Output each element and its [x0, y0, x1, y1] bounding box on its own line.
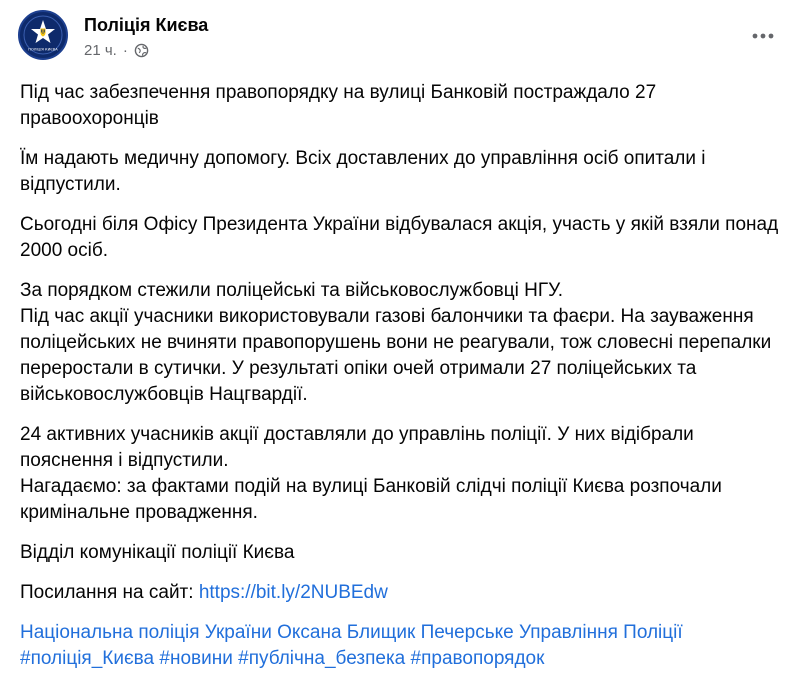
tag-oksana-blyshchyk[interactable]: Оксана Блищик: [277, 622, 416, 643]
more-options-button[interactable]: [750, 26, 776, 46]
police-emblem-icon: [20, 12, 66, 58]
paragraph-4: [20, 278, 780, 408]
tags-block: [20, 620, 780, 672]
paragraph-2: Їм надають медичну допомогу. Всіх доставлених до управління осіб опитали і відпустили.: [20, 148, 706, 195]
post-header: [18, 10, 782, 66]
paragraph-6: Відділ комунікації поліції Києва: [20, 542, 295, 563]
link-label: Посилання на сайт:: [20, 582, 199, 603]
hashtag-news[interactable]: #новини: [159, 648, 233, 669]
paragraph-7: [20, 580, 780, 606]
globe-icon: [134, 43, 149, 58]
tag-pechersk-police[interactable]: Печерське Управління Поліції: [420, 622, 683, 643]
avatar[interactable]: [18, 10, 68, 60]
tag-national-police[interactable]: Національна поліція України: [20, 622, 272, 643]
post-time[interactable]: 21 ч.: [84, 42, 117, 59]
post-body: [20, 80, 780, 686]
paragraph-4-line-2: Під час акції учасники використовували газові балончики та фаєри. На зауваження поліцейських не вчиняти правопорушень вони не реагували, тож словесні перепалки переростали в сутички. У результаті опіки очей отримали 27 поліцейських та військовослужбовців Нацгвардії.: [20, 306, 772, 405]
paragraph-5: [20, 422, 780, 526]
hashtag-public-safety[interactable]: #публічна_безпека: [238, 648, 406, 669]
hashtag-law-order[interactable]: #правопорядок: [410, 648, 545, 669]
avatar-caption: ПОЛІЦІЯ КИЄВА: [28, 47, 58, 52]
more-dots-icon: [752, 33, 774, 39]
hashtag-police-kyiv[interactable]: #поліція_Києва: [20, 648, 155, 669]
paragraph-5-line-2: Нагадаємо: за фактами подій на вулиці Банковій слідчі поліції Києва розпочали кримінальне провадження.: [20, 476, 722, 523]
site-link[interactable]: https://bit.ly/2NUBEdw: [198, 582, 388, 603]
paragraph-4-line-1: За порядком стежили поліцейські та військовослужбовці НГУ.: [20, 280, 563, 301]
post-meta: [84, 42, 149, 59]
paragraph-1: Під час забезпечення правопорядку на вулиці Банковій постраждало 27 правоохоронців: [20, 82, 657, 129]
paragraph-3: Сьогодні біля Офісу Президента України відбувалася акція, участь у якій взяли понад 2000 осіб.: [20, 214, 779, 261]
meta-separator: ·: [122, 42, 128, 59]
paragraph-5-line-1: 24 активних учасників акції доставляли до управлінь поліції. У них відібрали пояснення і відпустили.: [20, 424, 694, 471]
post-author[interactable]: Поліція Києва: [84, 15, 209, 35]
